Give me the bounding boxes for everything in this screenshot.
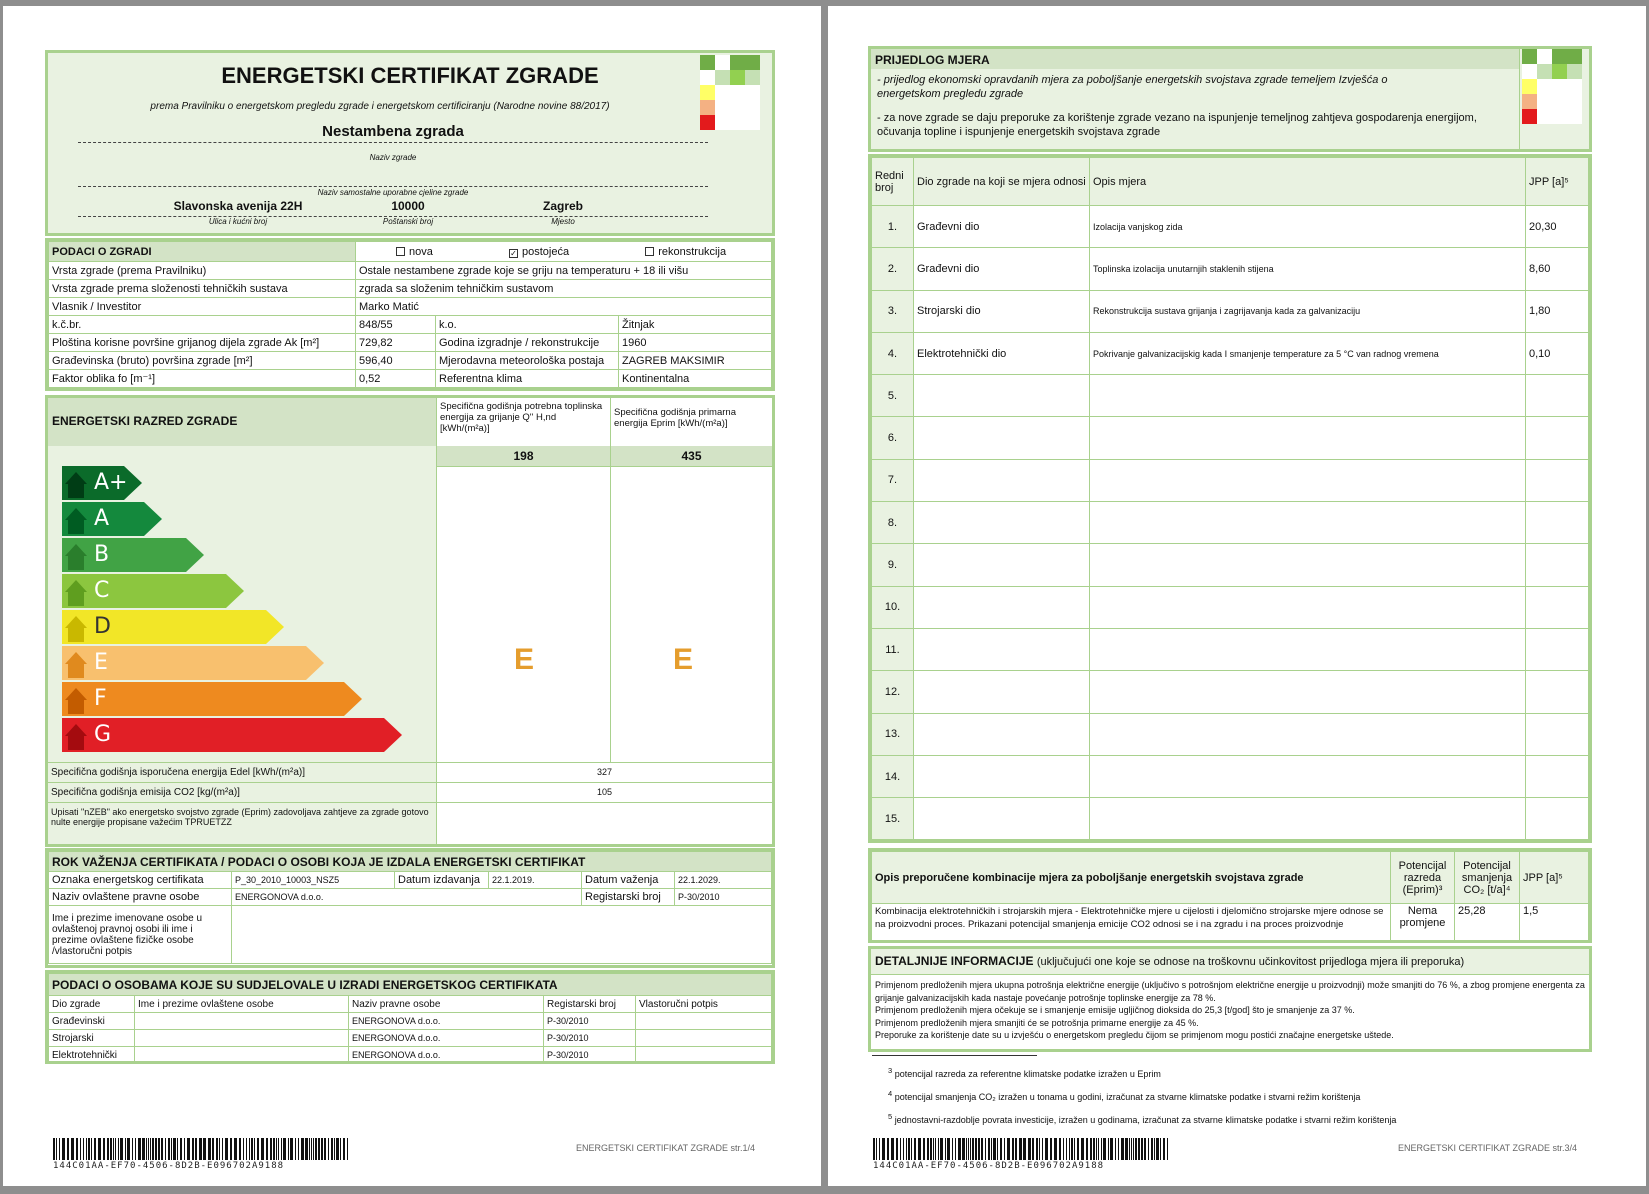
measure-desc xyxy=(1090,628,1526,670)
postal-caption: Poštanski broj xyxy=(382,217,434,226)
shape-factor-value: 0,52 xyxy=(356,370,436,388)
table-row xyxy=(872,586,1589,628)
label-postojeca: postojeća xyxy=(521,245,570,258)
participant-company: ENERGONOVA d.o.o. xyxy=(349,1013,544,1030)
primary-energy-value: 435 xyxy=(610,446,772,466)
combination-desc: Kombinacija elektrotehničkih i strojarskih mjera - Elektrotehničke mjere u cijelosti i djelomično strojarske mjere odnose se na proizvodni proces. Prikazani potencijal smanjenja emicije CO2 odnosi se i na zgradu i na proces proizvodnje xyxy=(872,904,1391,941)
measure-desc xyxy=(1090,713,1526,755)
table-row xyxy=(872,628,1589,670)
expiry-date-value: 22.1.2029. xyxy=(675,872,772,889)
measure-jpp xyxy=(1526,544,1589,586)
certificate-title: ENERGETSKI CERTIFIKAT ZGRADE xyxy=(221,63,599,88)
gross-area-value: 596,40 xyxy=(356,352,436,370)
edel-label: Specifična godišnja isporučena energija Edel [kWh/(m²a)] xyxy=(48,762,436,782)
barcode-icon xyxy=(873,1138,1168,1160)
participants-header-name: Ime i prezime ovlaštene osobe xyxy=(135,996,349,1013)
combination-header-jpp: JPP [a]⁵ xyxy=(1520,852,1589,904)
issue-date-label: Datum izdavanja xyxy=(395,872,489,889)
measure-jpp: 8,60 xyxy=(1526,248,1589,290)
participant-part: Elektrotehnički xyxy=(49,1047,135,1064)
measure-desc xyxy=(1090,502,1526,544)
page-footer: ENERGETSKI CERTIFIKAT ZGRADE str.1/4 xyxy=(576,1143,756,1153)
energy-bar-a xyxy=(62,502,162,536)
measure-no: 13. xyxy=(872,713,914,755)
measure-part: Elektrotehnički dio xyxy=(914,332,1090,374)
unit-name-caption: Naziv samostalne uporabne cjeline zgrade xyxy=(317,188,469,197)
label-nova: nova xyxy=(409,245,433,258)
footnote-3 xyxy=(888,1066,1161,1079)
expiry-date-label: Datum važenja xyxy=(582,872,675,889)
measure-desc xyxy=(1090,798,1526,840)
table-row xyxy=(872,332,1589,374)
certificate-subtitle: prema Pravilniku o energetskom pregledu zgrade i energetskom certificiranju (Narodne novine 88/2017) xyxy=(150,101,610,112)
barcode-icon xyxy=(53,1138,348,1160)
combination-header-co2: Potencijal smanjenja CO₂ [t/a]⁴ xyxy=(1455,852,1520,904)
owner-label: Vlasnik / Investitor xyxy=(49,298,356,316)
participant-sign xyxy=(636,1030,772,1047)
energy-bar-e-label: E xyxy=(94,650,108,675)
postal-value: 10000 xyxy=(391,199,425,213)
measure-no: 4. xyxy=(872,332,914,374)
details-line: Primjenom predloženih mjera očekuje se i smanjenje emisije ugljičnog dioksida do 25,3 [t/god] što je smanjenje za 37 %. xyxy=(875,1005,1355,1015)
measures-title: PRIJEDLOG MJERA xyxy=(871,49,1519,69)
station-value: ZAGREB MAKSIMIR xyxy=(619,352,772,370)
participants-header-company: Naziv pravne osobe xyxy=(349,996,544,1013)
participants-title: PODACI O OSOBAMA KOJE SU SUDJELOVALE U IZRADI ENERGETSKOG CERTIFIKATA xyxy=(49,974,772,996)
details-line: Primjenom predloženih mjera smanjiti će se potrošnja primarne energije za 45 %. xyxy=(875,1017,1199,1028)
participant-reg: P-30/2010 xyxy=(544,1030,636,1047)
table-row xyxy=(872,206,1589,248)
unit-name-line xyxy=(78,173,708,187)
checkbox-postojeca[interactable]: ✓ xyxy=(510,248,517,258)
certificate-page-1 xyxy=(3,6,821,1186)
measures-table xyxy=(871,157,1589,840)
measure-no: 3. xyxy=(872,290,914,332)
measures-table-wrap xyxy=(868,154,1592,843)
validity-title: ROK VAŽENJA CERTIFIKATA / PODACI O OSOBI KOJA JE IZDALA ENERGETSKI CERTIFIKAT xyxy=(49,852,772,872)
participant-part: Strojarski xyxy=(49,1030,135,1047)
measure-no: 7. xyxy=(872,459,914,501)
participant-name xyxy=(135,1047,349,1064)
energy-bar-a-label: A xyxy=(94,506,110,531)
certificate-header xyxy=(45,50,775,236)
nzeb-value xyxy=(436,802,772,844)
participant-company: ENERGONOVA d.o.o. xyxy=(349,1030,544,1047)
table-row xyxy=(872,290,1589,332)
certificate-page-3 xyxy=(828,6,1646,1186)
measures-header-no: Redni broj xyxy=(872,158,914,206)
table-row xyxy=(49,1030,772,1047)
measure-part xyxy=(914,417,1090,459)
energy-bar-a-plus xyxy=(62,466,142,500)
owner-value: Marko Matić xyxy=(356,298,772,316)
measure-part: Strojarski dio xyxy=(914,290,1090,332)
combination-header-class: Potencijal razreda (Eprim)³ xyxy=(1391,852,1455,904)
city-caption: Mjesto xyxy=(551,217,575,226)
energy-bar-d-label: D xyxy=(94,614,111,639)
energy-bar-f xyxy=(62,682,362,716)
measure-part xyxy=(914,375,1090,417)
measure-no: 15. xyxy=(872,798,914,840)
participant-name xyxy=(135,1030,349,1047)
table-row xyxy=(49,1013,772,1030)
table-row xyxy=(872,713,1589,755)
climate-value: Kontinentalna xyxy=(619,370,772,388)
energy-logo-icon xyxy=(700,55,760,130)
measure-jpp xyxy=(1526,502,1589,544)
energy-bar-f-label: F xyxy=(94,686,107,711)
footnote-text: jednostavni-razdoblje povrata investicije, izražen u godinama, izračunat za stvarne klimatske podatke i stvarni režim korištenja xyxy=(894,1115,1397,1125)
measure-part xyxy=(914,755,1090,797)
table-row xyxy=(872,755,1589,797)
gross-area-label: Građevinska (bruto) površina zgrade [m²] xyxy=(49,352,356,370)
label-rekonstrukcija: rekonstrukcija xyxy=(658,245,727,258)
year-label: Godina izgradnje / rekonstrukcije xyxy=(436,334,619,352)
participants-header-reg: Registarski broj xyxy=(544,996,636,1013)
participants-header-sign: Vlastoručni potpis xyxy=(636,996,772,1013)
energy-class-title: ENERGETSKI RAZRED ZGRADE xyxy=(48,398,436,446)
footnote-5 xyxy=(888,1112,1396,1125)
issuer-label: Naziv ovlaštene pravne osobe xyxy=(49,889,232,906)
participant-reg: P-30/2010 xyxy=(544,1013,636,1030)
measure-part xyxy=(914,628,1090,670)
measures-logo-cell xyxy=(1519,49,1589,149)
energy-bar-g xyxy=(62,718,402,752)
measure-desc xyxy=(1090,755,1526,797)
measure-desc xyxy=(1090,586,1526,628)
page-footer: ENERGETSKI CERTIFIKAT ZGRADE str.3/4 xyxy=(1398,1143,1578,1153)
measure-part xyxy=(914,671,1090,713)
primary-energy-header: Specifična godišnja primarna energija Eprim [kWh/(m²a)] xyxy=(610,398,772,446)
table-row xyxy=(872,544,1589,586)
energy-bar-e xyxy=(62,646,324,680)
energy-bar-b-label: B xyxy=(94,542,110,567)
measure-part xyxy=(914,586,1090,628)
signatory-value xyxy=(232,906,772,964)
measure-no: 12. xyxy=(872,671,914,713)
issuer-value: ENERGONOVA d.o.o. xyxy=(232,889,582,906)
measure-no: 14. xyxy=(872,755,914,797)
participant-sign xyxy=(636,1047,772,1064)
participant-reg: P-30/2010 xyxy=(544,1047,636,1064)
measure-no: 5. xyxy=(872,375,914,417)
participant-name xyxy=(135,1013,349,1030)
measures-intro-1: - prijedlog ekonomski opravdanih mjera za poboljšanje energetskih svojstava zgrade temeljem Izvješća o energetskom pregledu zgrade xyxy=(877,74,1388,100)
kc-label: k.č.br. xyxy=(49,316,356,334)
energy-logo-icon xyxy=(1522,49,1582,124)
measure-part xyxy=(914,798,1090,840)
climate-label: Referentna klima xyxy=(436,370,619,388)
measure-part xyxy=(914,713,1090,755)
measure-no: 11. xyxy=(872,628,914,670)
measure-desc: Toplinska izolacija unutarnjih staklenih stijena xyxy=(1090,248,1526,290)
measure-no: 9. xyxy=(872,544,914,586)
measure-part xyxy=(914,544,1090,586)
measure-desc xyxy=(1090,459,1526,501)
table-row xyxy=(872,417,1589,459)
signatory-label: Ime i prezime imenovane osobe u ovlaštenoj pravnoj osobi ili ime i prezime ovlaštene fizičke osobe /vlastoručni potpis xyxy=(49,906,232,964)
heating-demand-class: E xyxy=(514,643,535,676)
measures-header-jpp: JPP [a]⁵ xyxy=(1526,158,1589,206)
footnote-text: potencijal razreda za referentne klimatske podatke izražen u Eprim xyxy=(894,1069,1161,1079)
footnote-mark: 5 xyxy=(888,1112,893,1121)
measure-no: 6. xyxy=(872,417,914,459)
energy-bar-c xyxy=(62,574,244,608)
measure-part: Građevni dio xyxy=(914,206,1090,248)
table-row xyxy=(872,502,1589,544)
footnote-mark: 4 xyxy=(888,1089,893,1098)
energy-bar-c-label: C xyxy=(94,578,110,603)
table-row xyxy=(872,798,1589,840)
heating-demand-value: 198 xyxy=(436,446,610,466)
building-name-caption: Naziv zgrade xyxy=(369,153,417,162)
cert-id-value: P_30_2010_10003_NSZ5 xyxy=(232,872,395,889)
street-caption: Ulica i kućni broj xyxy=(208,217,268,226)
heating-demand-class-col xyxy=(436,466,610,762)
building-type-value: Ostale nestambene zgrade koje se griju na temperaturu + 18 ili višu xyxy=(356,262,772,280)
edel-value: 327 xyxy=(436,762,772,782)
measure-no: 8. xyxy=(872,502,914,544)
complexity-value: zgrada sa složenim tehničkim sustavom xyxy=(356,280,772,298)
nzeb-label: Upisati "nZEB" ako energetsko svojstvo zgrade (Eprim) zadovoljava zahtjeve za zgrade gotovo nulte energije propisane važećim TPRUETZZ xyxy=(48,802,436,844)
combination-class: Nema promjene xyxy=(1391,904,1455,941)
co2-label: Specifična godišnja emisija CO2 [kg/(m²a)] xyxy=(48,782,436,802)
measure-desc xyxy=(1090,544,1526,586)
complexity-label: Vrsta zgrade prema složenosti tehničkih sustava xyxy=(49,280,356,298)
primary-energy-class: E xyxy=(673,643,694,676)
energy-bar-b xyxy=(62,538,204,572)
ko-value: Žitnjak xyxy=(619,316,772,334)
energy-bar-g-label: G xyxy=(94,722,112,747)
issue-date-value: 22.1.2019. xyxy=(489,872,582,889)
combination-header: Opis preporučene kombinacije mjera za poboljšanje energetskih svojstava zgrade xyxy=(872,852,1391,904)
measure-jpp xyxy=(1526,798,1589,840)
co2-value: 105 xyxy=(436,782,772,802)
details-text xyxy=(871,975,1589,1046)
table-row xyxy=(872,375,1589,417)
footnote-divider xyxy=(872,1055,1037,1056)
measure-part xyxy=(914,459,1090,501)
street-value: Slavonska avenija 22H xyxy=(173,199,303,213)
building-type-label: Vrsta zgrade (prema Pravilniku) xyxy=(49,262,356,280)
measure-part xyxy=(914,502,1090,544)
area-value: 729,82 xyxy=(356,334,436,352)
measure-no: 2. xyxy=(872,248,914,290)
energy-class-scale xyxy=(48,446,436,762)
measure-jpp xyxy=(1526,586,1589,628)
details-line: Preporuke za korištenje date su u izvješću o energetskom pregledu čijom se primjenom mogu postići značajne energetske uštede. xyxy=(875,1030,1394,1040)
measure-desc: Izolacija vanjskog zida xyxy=(1090,206,1526,248)
measure-no: 1. xyxy=(872,206,914,248)
footnote-text: potencijal smanjenja CO₂ izražen u tonama u godini, izračunat za stvarne klimatske podatke i stvarni režim korištenja xyxy=(894,1092,1361,1102)
checkbox-rekonstrukcija[interactable] xyxy=(645,247,654,256)
measure-no: 10. xyxy=(872,586,914,628)
measures-header-part: Dio zgrade na koji se mjera odnosi xyxy=(914,158,1090,206)
participant-part: Građevinski xyxy=(49,1013,135,1030)
barcode-text: 144C01AA-EF70-4506-8D2B-E096702A9188 xyxy=(873,1161,1105,1171)
participants-header-part: Dio zgrade xyxy=(49,996,135,1013)
building-name: Nestambena zgrada xyxy=(78,123,708,143)
station-label: Mjerodavna meteorološka postaja xyxy=(436,352,619,370)
details-title-note: (uključujući one koje se odnose na troškovnu učinkovitost prijedloga mjera ili preporuka) xyxy=(1036,956,1465,968)
building-status-options xyxy=(356,242,772,262)
cert-id-label: Oznaka energetskog certifikata xyxy=(49,872,232,889)
heating-demand-header: Specifična godišnja potrebna toplinska energija za grijanje Q'' H,nd [kWh/(m²a)] xyxy=(436,398,610,446)
details-title: DETALJNIJE INFORMACIJE xyxy=(875,954,1034,968)
table-row xyxy=(872,248,1589,290)
measure-desc: Rekonstrukcija sustava grijanja i zagrijavanja kada za galvanizaciju xyxy=(1090,290,1526,332)
measures-header-desc: Opis mjera xyxy=(1090,158,1526,206)
measure-jpp xyxy=(1526,628,1589,670)
measures-header xyxy=(868,46,1592,152)
area-label: Ploština korisne površine grijanog dijela zgrade Ak [m²] xyxy=(49,334,356,352)
measure-jpp: 1,80 xyxy=(1526,290,1589,332)
measure-jpp xyxy=(1526,417,1589,459)
energy-class-section xyxy=(45,395,775,847)
footnote-4 xyxy=(888,1089,1360,1102)
table-row xyxy=(872,671,1589,713)
barcode-text: 144C01AA-EF70-4506-8D2B-E096702A9188 xyxy=(53,1161,285,1171)
footnote-mark: 3 xyxy=(888,1066,893,1075)
measure-desc xyxy=(1090,375,1526,417)
year-value: 1960 xyxy=(619,334,772,352)
measures-intro-2: - za nove zgrade se daju preporuke za korištenje zgrade vezano na ispunjenje temeljnog zahtjeva gospodarenja energijom, očuvanja topline i ispunjenje energetskih svojstava zgrade xyxy=(877,112,1477,138)
participant-sign xyxy=(636,1013,772,1030)
table-row xyxy=(872,459,1589,501)
measure-jpp xyxy=(1526,713,1589,755)
energy-bar-a-plus-label: A+ xyxy=(94,470,128,495)
kc-value: 848/55 xyxy=(356,316,436,334)
details-section xyxy=(868,946,1592,1052)
measure-jpp: 0,10 xyxy=(1526,332,1589,374)
building-data-section xyxy=(45,238,775,391)
combination-jpp: 1,5 xyxy=(1520,904,1589,941)
measure-jpp xyxy=(1526,459,1589,501)
energy-bar-d xyxy=(62,610,284,644)
building-data-title: PODACI O ZGRADI xyxy=(49,242,356,262)
measure-jpp xyxy=(1526,375,1589,417)
measure-desc xyxy=(1090,671,1526,713)
measure-desc: Pokrivanje galvanizacijskig kada I smanjenje temperature za 5 °C van radnog vremena xyxy=(1090,332,1526,374)
participants-section xyxy=(45,970,775,1064)
validity-section xyxy=(45,848,775,968)
measure-part: Građevni dio xyxy=(914,248,1090,290)
measure-desc xyxy=(1090,417,1526,459)
combination-section xyxy=(868,848,1592,943)
measure-jpp xyxy=(1526,755,1589,797)
registry-label: Registarski broj xyxy=(582,889,675,906)
details-title-row xyxy=(871,949,1589,975)
combination-co2: 25,28 xyxy=(1455,904,1520,941)
table-row xyxy=(49,1047,772,1064)
registry-value: P-30/2010 xyxy=(675,889,772,906)
details-line: Primjenom predloženih mjera ukupna potrošnja električne energije (uključivo s potrošnjom električne energije u proizvodnji) može smanjiti do 76 %, a zbog promjene energenta za grijanje galvanizacijskih kada nastaje povećanje potrošnje toplinske energije za 78 %. xyxy=(875,980,1585,1003)
ko-label: k.o. xyxy=(436,316,619,334)
checkbox-nova[interactable] xyxy=(396,247,405,256)
primary-energy-class-col xyxy=(610,466,772,762)
city-value: Zagreb xyxy=(542,199,583,213)
participant-company: ENERGONOVA d.o.o. xyxy=(349,1047,544,1064)
shape-factor-label: Faktor oblika fo [m⁻¹] xyxy=(49,370,356,388)
measure-jpp xyxy=(1526,671,1589,713)
measure-jpp: 20,30 xyxy=(1526,206,1589,248)
